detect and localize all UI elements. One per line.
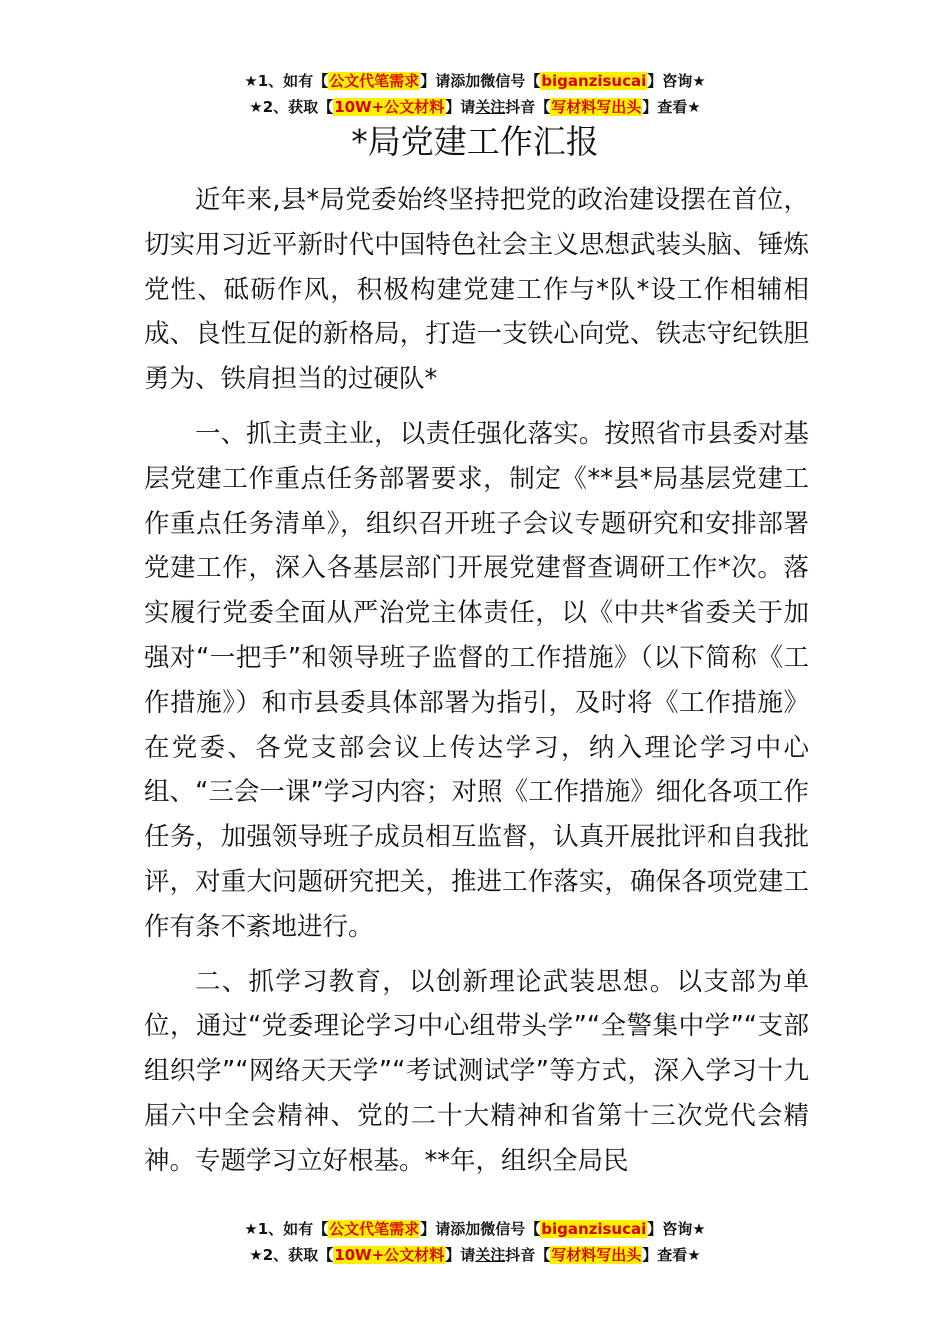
banner-highlight-wechat-id: biganzisucai <box>541 72 647 90</box>
paragraph-section-1: 一、抓主责主业，以责任强化落实。按照省市县委对基层党建工作重点任务部署要求，制定《**县*局基层党建工作重点任务清单》，组织召开班子会议专题研究和安排部署党建工作，深入各基层部门开展党建督查调研工作*次。落实履行党委全面从严治党主体责任，以《中共*省委关于加强对“一把手”和领导班子监督的工作措施》（以下简称《工作措施》）和市县委具体部署为指引，及时将《工作措施》在党委、各党支部会议上传达学习，纳入理论学习中心组、“三会一课”学习内容；对照《工作措施》细化各项工作任务，加强领导班子成员相互监督，认真开展批评和自我批评，对重大问题研究把关，推进工作落实，确保各项党建工作有条不紊地进行。 <box>144 418 809 942</box>
header-banner-line-1 <box>0 68 950 94</box>
banner-underlined-follow: 关注 <box>475 1246 506 1264</box>
document-body <box>144 178 809 1184</box>
document-title: *局党建工作汇报 <box>351 122 599 161</box>
banner-text: 】请添加微信号【 <box>420 72 541 90</box>
banner-highlight-service: 公文代笔需求 <box>329 72 420 90</box>
banner-highlight-douyin-account: 写材料写出头 <box>551 1246 642 1264</box>
banner-text: 】请 <box>445 1246 476 1264</box>
banner-highlight-wechat-id: biganzisucai <box>541 1220 647 1238</box>
footer-banner-line-1 <box>0 1216 950 1242</box>
banner-text: ★2、获取【 <box>249 1246 334 1264</box>
footer-banner-line-2 <box>0 1242 950 1268</box>
header-banner <box>0 68 950 120</box>
paragraph-intro: 近年来,县*局党委始终坚持把党的政治建设摆在首位，切实用习近平新时代中国特色社会主义思想武装头脑、锤炼党性、砥砺作风，积极构建党建工作与*队*设工作相辅相成、良性互促的新格局，打造一支铁心向党、铁志守纪铁胆勇为、铁肩担当的过硬队* <box>144 185 809 395</box>
banner-highlight-service: 公文代笔需求 <box>329 1220 420 1238</box>
banner-text: 】请添加微信号【 <box>420 1220 541 1238</box>
footer-banner <box>0 1216 950 1268</box>
banner-text: 】查看★ <box>642 1246 701 1264</box>
banner-text: 】请 <box>445 98 476 116</box>
banner-text: ★1、如有【 <box>244 1220 329 1238</box>
banner-text: 】查看★ <box>642 98 701 116</box>
banner-text: 】咨询★ <box>647 1220 706 1238</box>
banner-highlight-materials: 10W+公文材料 <box>334 98 445 116</box>
banner-text: ★1、如有【 <box>244 72 329 90</box>
banner-highlight-materials: 10W+公文材料 <box>334 1246 445 1264</box>
banner-highlight-douyin-account: 写材料写出头 <box>551 98 642 116</box>
banner-text: 抖音【 <box>505 1246 551 1264</box>
banner-underlined-follow: 关注 <box>475 98 506 116</box>
banner-text: ★2、获取【 <box>249 98 334 116</box>
paragraph-section-2: 二、抓学习教育，以创新理论武装思想。以支部为单位，通过“党委理论学习中心组带头学”“全警集中学”“支部组织学”“网络天天学”“考试测试学”等方式，深入学习十九届六中全会精神、党的二十大精神和省第十三次党代会精神。专题学习立好根基。**年，组织全局民 <box>144 966 809 1176</box>
header-banner-line-2 <box>0 94 950 120</box>
banner-text: 】咨询★ <box>647 72 706 90</box>
banner-text: 抖音【 <box>505 98 551 116</box>
